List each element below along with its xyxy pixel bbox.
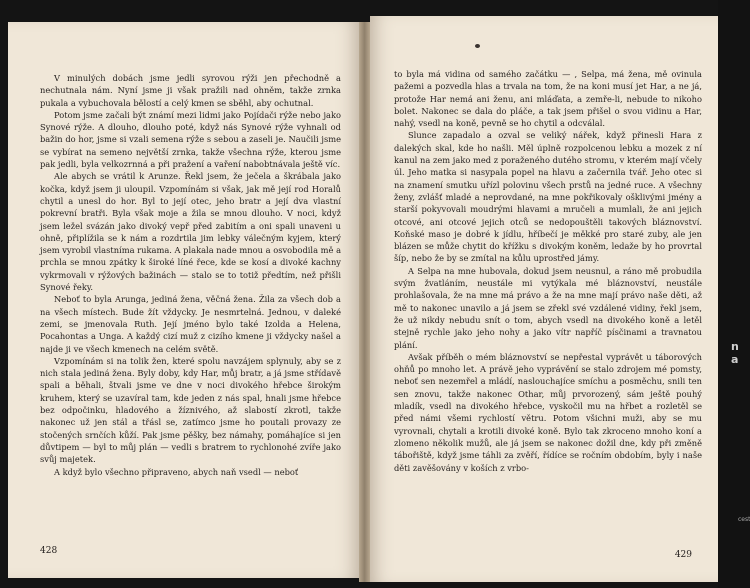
book-edge	[718, 0, 750, 588]
paragraph: Ale abych se vrátil k Arunze. Řekl jsem, že ječela a škrábala jako kočka, když jsem ji uloupil. Vzpomínám si však, jak mě její rod Horalů chytil a unesl do hor. Byl to její otec, jeho bratr a její dva vlastní pokrevní bratři. Byla však moje a žila se mnou dlouho. V noci, když jsem ležel svázán jako divoký vepř před zabitím a oni spali unaveni u ohně, připlížila se k nám a rozdrtila jim lebky válečným kyjem, který jsem vyrobil vlastníma rukama. A plakala nade mnou a osvobodila mě a prchla se mnou zpátky k široké líné řece, kde se kosí a divoké kachny vykrmovali v rýžových bažinách — stalo se to totiž předtím, než přišli Synové řeky.	[40, 171, 342, 293]
paragraph: Slunce zapadalo a ozval se veliký nářek, když přinesli Hara z dalekých skal, kde ho našli. Měl úplně rozpolcenou lebku a mozek z ní kanul na zem jako med z poraženého dutého stromu, v kterém mají včely úl. Jeho matka si nasypala popel na hlavu a začernila tvář. Jeho otec si na znamení smutku uřízl polovinu všech prstů na jedné ruce. A všechny ženy, zvlášť mladé a neprovdané, na mne pokřikovaly ošklivými jmény a starší pokyvovali moudrými hlavami a mručeli a mumlali, že ani jejich otcové, ani otcové jejich otců se nedopouštěli takových bláznovství. Koňské maso je dobré k jídlu, hříbečí je měkké pro staré zuby, ale jen blázen se může chytit do křížku s divokým koněm, ledaže by ho provrtal šíp, nebo že by se zmítal na kůlu uprostřed jámy.	[394, 130, 702, 264]
book-gutter	[359, 22, 370, 582]
paragraph: Potom jsme začali být známí mezi lidmi jako Pojídači rýže nebo jako Synové rýže. A dlouho, dlouho poté, když nás Synové rýže vyhnali od bažin do hor, jsme si vzali semena rýže s sebou a zaseli je. Naučili jsme se vybírat na semeno největší zrnka, takže všechna rýže, kterou jsme pak jedli, byla velkozrnná a při pražení a vaření nabobtnávala ještě víc.	[40, 109, 341, 170]
page-number-right: 429	[674, 550, 692, 560]
spine-title: n a	[731, 340, 740, 366]
right-page-body	[394, 68, 702, 474]
paragraph: A Selpa na mne hubovala, dokud jsem neusnul, a ráno mě probudila svým žvatláním, neustále mi vytýkala mé bláznovství, neustále prohlašovala, že na mne má právo a že na mne mají právo naše děti, až mě to nakonec unavilo a já jsem se zřekl své vzdálené vidiny, řekl jsem, že už nikdy nebudu snít o tom, abych vsedl na divokého koně a letěl stejně rychle jako jeho nohy a jako vítr napříč písčinami a travnatou plání.	[394, 265, 702, 350]
paragraph: Vzpomínám si na tolik žen, které spolu navzájem splynuly, aby se z nich stala jediná žena. Byly doby, kdy Har, můj bratr, a já jsme střídavě spali a běhali, štvali jsme ve dne v noci divokého hřebce širokým kruhem, který se uzavíral tam, kde jeden z nás spal, hnali jsme hřebce bez odpočinku, hladového a žíznivého, až slabostí zkrotl, takže nakonec už jen stál a třásl se, zatímco jsme ho poutali provazy ze stočených srnčích kůží. Pak jsme pěšky, bez námahy, pomáhajíce si jen důvtipem — byl to můj plán — vedli s bratrem to rychlonohé zvíře jako svůj majetek.	[40, 355, 341, 465]
paragraph: A když bylo všechno připraveno, abych naň vsedl — neboť	[54, 466, 299, 477]
right-page	[370, 16, 718, 582]
page-number-left: 428	[40, 546, 58, 556]
ink-spot	[475, 44, 480, 48]
paragraph: V minulých dobách jsme jedli syrovou rýži jen přechodně a nechutnala nám. Nyní jsme ji však pražili nad ohněm, takže zrnka pukala a vybuchovala bělostí a celý kmen se sběhl, aby ochutnal.	[40, 73, 341, 108]
paragraph: Neboť to byla Arunga, jediná žena, věčná žena. Žila za všech dob a na všech místech. Bude žít vždycky. Je nesmrtelná. Jednou, v daleké zemi, se jmenovala Ruth. Její jméno bylo také Izolda a Helena, Pocahontas a Unga. A každý cizí muž z cizího kmene ji vždycky našel a najde ji ve všech kmenech na celém světě.	[40, 294, 341, 354]
paragraph: to byla má vidina od samého začátku — , Selpa, má žena, mě ovinula pažemi a pozvedla hlas a trvala na tom, že na koni musí jet Har, a ne já, protože Har nemá ani ženu, ani mláďata, a zemře-li, nebude to nikoho bolet. Nakonec se dala do pláče, a tak jsem přišel o svou vidinu a Har, nahý, vsedl na koně, pevně se ho chytil a odcválal.	[394, 69, 702, 129]
left-page	[8, 22, 359, 578]
left-page-body	[40, 72, 341, 478]
paragraph: Avšak příběh o mém bláznovství se nepřestal vyprávět u táborových ohňů po mnoho let. A právě jeho vyprávění se stalo zdrojem mé pomsty, neboť sen nezemřel a mládí, naslouchajíce smíchu a posměchu, snili ten sen znovu, takže nakonec Othar, můj prvorozený, sám ještě pouhý mladík, vsedl na divokého hřebce, vyskočil mu na hřbet a rozletěl se před námi všemi rychlostí větru. Potom všichni muži, aby se mu vyrovnali, chytali a krotili divoké koně. Bylo tak zkroceno mnoho koní a zlomeno několik mužů, ale já jsem se nakonec dožil dne, kdy při změně tábořiště, když jsme táhli za zvěří, řídíce se ročním obdobím, byly i naše děti zavěšovány v koších z vrbo-	[394, 351, 702, 473]
spine-small-text: cest	[738, 516, 750, 523]
